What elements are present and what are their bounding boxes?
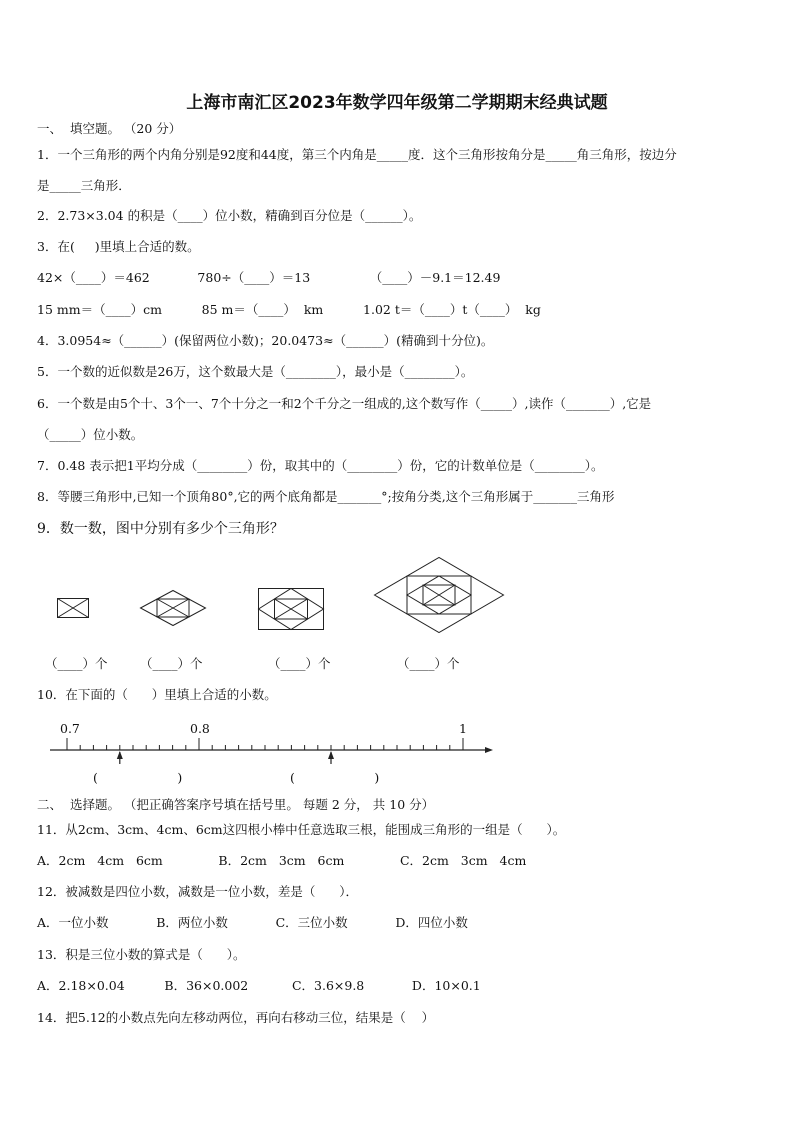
question-6-line-1: 6．一个数是由5个十、3个一、7个十分之一和2个千分之一组成的,这个数写作（_____）,读作（_______）,它是 (37, 396, 652, 411)
number-line-label-1: 1 (459, 721, 467, 736)
question-14: 14．把5.12的小数点先向左移动两位，再向右移动三位，结果是（ ） (37, 1010, 435, 1025)
figure-2-answer: （____）个 (140, 656, 203, 671)
number-line-blank-2: ( ) (290, 770, 380, 785)
number-line-arrowhead (485, 747, 493, 753)
section-2-heading: 二、 选择题。 （把正确答案序号填在括号里。 每题 2 分， 共 10 分） (37, 797, 435, 812)
triangle-figure-4 (374, 557, 504, 633)
question-1-line-2: 是_____三角形． (37, 178, 131, 193)
figure-3-answer: （____）个 (268, 656, 331, 671)
figure-4-answer: （____）个 (397, 656, 460, 671)
question-3-row-1: 42×（____）＝462 780÷（____）＝13 （____）－9.1＝12.49 (37, 270, 501, 285)
page-title: 上海市南汇区2023年数学四年级第二学期期末经典试题 (186, 93, 608, 113)
figure-1-answer: （____）个 (45, 656, 108, 671)
question-7: 7．0.48 表示把1平均分成（________）份，取其中的（________）份，它的计数单位是（________）。 (37, 458, 604, 473)
question-10: 10．在下面的（ ）里填上合适的小数。 (37, 687, 277, 702)
triangle-figure-2 (140, 590, 206, 626)
question-6-line-2: （_____）位小数。 (37, 427, 144, 442)
number-line-pointer-arrow (328, 751, 334, 759)
question-11: 11．从2cm、3cm、4cm、6cm这四根小棒中任意选取三根，能围成三角形的一组是（ ）。 (37, 822, 566, 837)
question-5: 5．一个数的近似数是26万，这个数最大是（________），最小是（________）。 (37, 364, 474, 379)
question-12: 12．被减数是四位小数，减数是一位小数，差是（ ）． (37, 884, 358, 899)
question-3-row-2: 15 mm＝（____）cm 85 m＝（____） km 1.02 t＝（____）t（____） kg (37, 302, 541, 317)
question-9: 9．数一数，图中分别有多少个三角形？ (37, 521, 284, 537)
number-line-label-0-8: 0.8 (190, 721, 210, 736)
number-line-pointer-arrow (117, 751, 123, 759)
triangle-figure-1 (57, 598, 89, 618)
number-line-blank-1: ( ) (93, 770, 183, 785)
question-11-options: A．2cm 4cm 6cm B．2cm 3cm 6cm C．2cm 3cm 4cm (37, 853, 527, 868)
number-line (0, 730, 794, 770)
question-4: 4．3.0954≈（______）(保留两位小数)；20.0473≈（______）(精确到十分位)。 (37, 333, 494, 348)
number-line-label-0-7: 0.7 (60, 721, 80, 736)
question-2: 2．2.73×3.04 的积是（____）位小数，精确到百分位是（______）。 (37, 208, 422, 223)
triangle-figure-3 (258, 588, 324, 630)
question-13-options: A．2.18×0.04 B．36×0.002 C．3.6×9.8 D．10×0.1 (37, 978, 481, 993)
question-1-line-1: 1．一个三角形的两个内角分别是92度和44度，第三个内角是_____度．这个三角形按角分是_____角三角形，按边分 (37, 147, 677, 162)
question-12-options: A．一位小数 B．两位小数 C．三位小数 D．四位小数 (37, 915, 468, 930)
question-13: 13．积是三位小数的算式是（ ）。 (37, 947, 246, 962)
question-3: 3．在( )里填上合适的数。 (37, 239, 200, 254)
question-8: 8．等腰三角形中,已知一个顶角80°,它的两个底角都是_______°;按角分类,这个三角形属于_______三角形 (37, 489, 615, 504)
section-1-heading: 一、 填空题。 （20 分） (37, 121, 182, 136)
